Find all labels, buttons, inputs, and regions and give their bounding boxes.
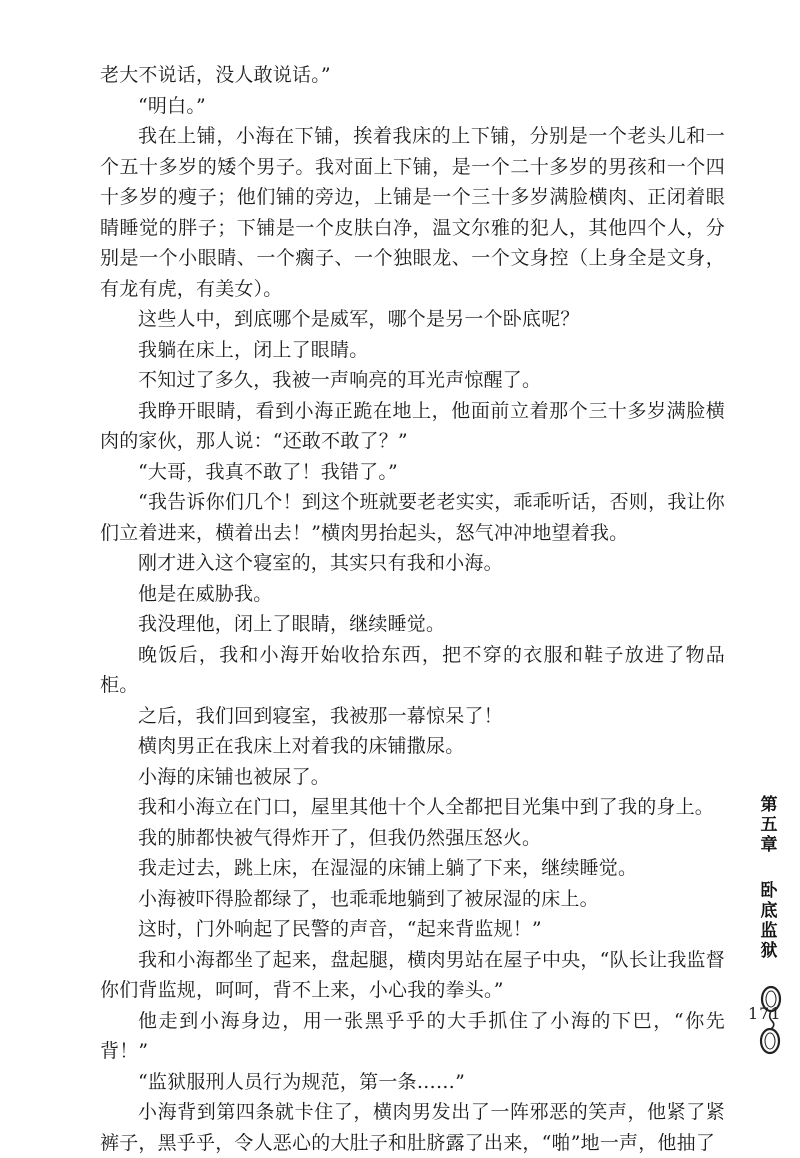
sidebar-spacer (756, 855, 782, 881)
paragraph: 我和小海立在门口，屋里其他十个人全都把目光集中到了我的身上。 (138, 796, 715, 818)
paragraph: “大哥，我真不敢了！我错了。” (138, 460, 398, 483)
paragraph: 小海被吓得脸都绿了，也乖乖地躺到了被尿湿的床上。 (138, 887, 599, 910)
chapter-title-char: 底 (760, 901, 778, 921)
paragraph: 我和小海都坐了起来，盘起腿，横肉男站在屋子中央，“队长让我监督你们背监规，呵呵，背不上来，小心我的拳头。” (100, 948, 725, 1001)
paragraph: 他走到小海身边，用一张黑乎乎的大手抓住了小海的下巴，“你先背！” (100, 1009, 725, 1062)
chapter-title-char: 卧 (760, 881, 778, 901)
chapter-label-char: 第 (760, 795, 778, 815)
paragraph: “我告诉你们几个！到这个班就要老老实实，乖乖听话，否则，我让你们立着进来，横着出去！”横肉男抬起头，怒气冲冲地望着我。 (100, 491, 725, 544)
paragraph: “明白。” (138, 94, 206, 117)
page-number: 171 (748, 1004, 782, 1023)
paragraph: 我躺在床上，闭上了眼睛。 (138, 338, 369, 361)
paragraph: 我走过去，跳上床，在湿湿的床铺上躺了下来，继续睡觉。 (138, 857, 638, 879)
paragraph: 晚饭后，我和小海开始收拾东西，把不穿的衣服和鞋子放进了物品柜。 (100, 643, 725, 696)
chapter-label-char: 章 (760, 835, 778, 855)
chapter-label-char: 五 (760, 815, 778, 835)
paragraph: 我睁开眼睛，看到小海正跪在地上，他面前立着那个三十多岁满脸横肉的家伙，那人说：“还敢不敢了？” (100, 399, 725, 452)
paragraph: 我没理他，闭上了眼睛，继续睡觉。 (138, 613, 446, 635)
paragraph: 我在上铺，小海在下铺，挨着我床的上下铺，分别是一个老头儿和一个五十多岁的矮个男子。我对面上下铺，是一个二十多岁的男孩和一个四十多岁的瘦子；他们铺的旁边，上铺是一个三十多岁满脸横肉、正闭着眼睛睡觉的胖子；下铺是一个皮肤白净，温文尔雅的犯人，其他四个人，分别是一个小眼睛、一个瘸子、一个独眼龙、一个文身控（上身全是文身，有龙有虎，有美女）。 (100, 125, 725, 300)
paragraph: 不知过了多久，我被一声响亮的耳光声惊醒了。 (138, 369, 542, 391)
paragraph: 小海的床铺也被尿了。 (138, 765, 331, 788)
paragraph: “监狱服刑人员行为规范，第一条……” (138, 1070, 466, 1093)
paragraph: 我的肺都快被气得炸开了，但我仍然强压怒火。 (138, 826, 542, 849)
paragraph: 横肉男正在我床上对着我的床铺撒尿。 (138, 735, 465, 757)
paragraph: 刚才进入这个寝室的，其实只有我和小海。 (138, 552, 503, 574)
paragraph: 这些人中，到底哪个是威军，哪个是另一个卧底呢？ (138, 308, 580, 330)
chapter-title-char: 狱 (760, 941, 778, 961)
page-body (100, 60, 725, 1158)
paragraph: 之后，我们回到寝室，我被那一幕惊呆了！ (138, 704, 503, 727)
paragraph: 老大不说话，没人敢说话。” (100, 64, 331, 86)
paragraph: 他是在威胁我。 (138, 582, 273, 605)
paragraph: 小海背到第四条就卡住了，横肉男发出了一阵邪恶的笑声，他紧了紧裤子，黑乎乎，令人恶心的大肚子和肚脐露了出来，“啪”地一声，他抽了 (100, 1101, 725, 1154)
chapter-title-char: 监 (760, 921, 778, 941)
paragraph: 这时，门外响起了民警的声音，“起来背监规！” (138, 918, 542, 940)
